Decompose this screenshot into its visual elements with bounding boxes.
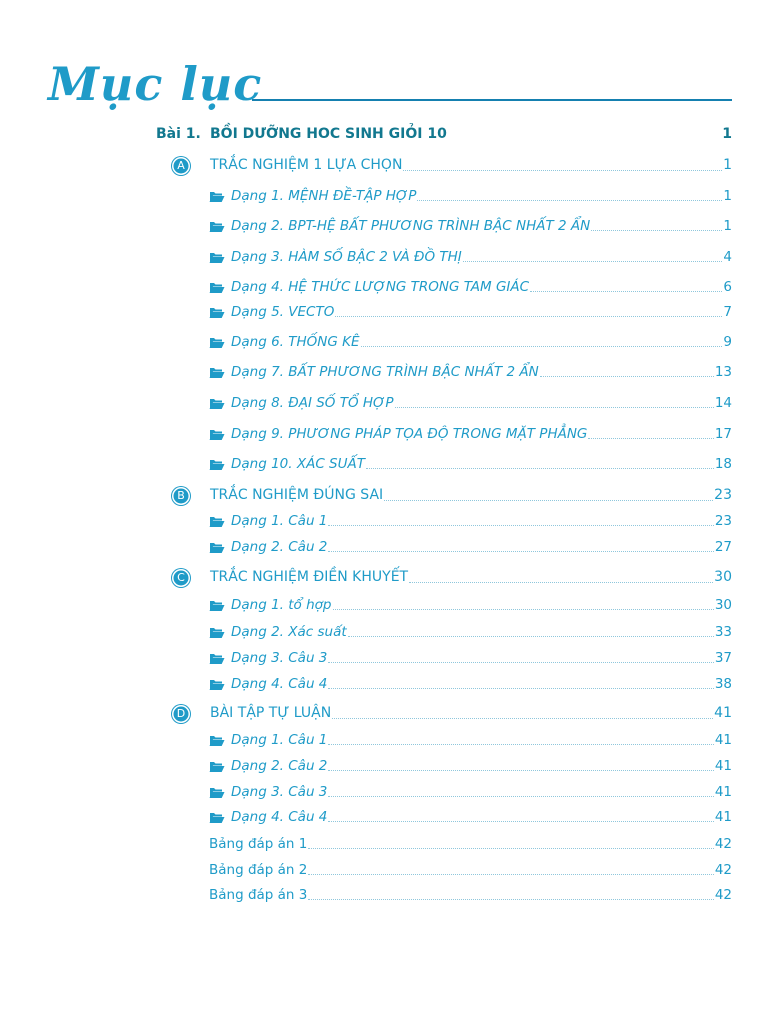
dot-leader bbox=[540, 376, 714, 377]
toc-item[interactable] bbox=[209, 249, 732, 265]
item-page: 1 bbox=[723, 218, 732, 234]
item-label: Dạng 1. Câu 1 bbox=[231, 513, 328, 529]
item-page: 30 bbox=[714, 597, 732, 613]
toc-answer-table[interactable] bbox=[209, 862, 732, 878]
lesson-number: Bài 1. bbox=[156, 126, 201, 142]
dot-leader bbox=[308, 874, 713, 875]
toc-section-a[interactable] bbox=[172, 157, 732, 175]
item-label: Dạng 9. PHƯƠNG PHÁP TỌA ĐỘ TRONG MẶT PHẲNG bbox=[231, 426, 588, 442]
dot-leader bbox=[328, 662, 713, 663]
section-page: 1 bbox=[723, 157, 732, 173]
item-label: Dạng 1. tổ hợp bbox=[231, 597, 332, 613]
section-badge-icon: C bbox=[172, 569, 190, 587]
item-label: Dạng 3. HÀM SỐ BẬC 2 VÀ ĐỒ THỊ bbox=[231, 249, 462, 265]
folder-open-icon bbox=[209, 626, 225, 638]
toc-section-d[interactable] bbox=[172, 705, 732, 723]
section-page: 30 bbox=[714, 569, 732, 585]
item-page: 18 bbox=[714, 456, 732, 472]
item-page: 41 bbox=[714, 758, 732, 774]
item-label: Dạng 2. Xác suất bbox=[231, 624, 347, 640]
answer-table-page: 42 bbox=[714, 862, 732, 878]
dot-leader bbox=[403, 170, 722, 171]
folder-open-icon bbox=[209, 678, 225, 690]
toc-answer-table[interactable] bbox=[209, 887, 732, 903]
folder-open-icon bbox=[209, 281, 225, 293]
folder-open-icon bbox=[209, 366, 225, 378]
lesson-title: BỒI DƯỠNG HOC SINH GIỎI 10 bbox=[210, 126, 447, 142]
section-title: TRẮC NGHIỆM 1 LỰA CHỌN bbox=[210, 157, 403, 173]
item-label: Dạng 3. Câu 3 bbox=[231, 650, 328, 666]
section-page: 41 bbox=[714, 705, 732, 721]
folder-open-icon bbox=[209, 220, 225, 232]
folder-open-icon bbox=[209, 811, 225, 823]
item-page: 37 bbox=[714, 650, 732, 666]
item-label: Dạng 2. Câu 2 bbox=[231, 758, 328, 774]
item-label: Dạng 4. HỆ THỨC LƯỢNG TRONG TAM GIÁC bbox=[231, 279, 530, 295]
item-label: Dạng 1. MỆNH ĐỀ-TẬP HỢP bbox=[231, 188, 417, 204]
section-page: 23 bbox=[714, 487, 732, 503]
toc-item[interactable] bbox=[209, 364, 732, 380]
page-title: Mục lục bbox=[48, 57, 263, 111]
dot-leader bbox=[361, 346, 723, 347]
dot-leader bbox=[417, 200, 722, 201]
item-page: 41 bbox=[714, 809, 732, 825]
dot-leader bbox=[366, 468, 714, 469]
section-badge-icon: B bbox=[172, 487, 190, 505]
toc-item[interactable] bbox=[209, 676, 732, 692]
toc-section-b[interactable] bbox=[172, 487, 732, 505]
toc-item[interactable] bbox=[209, 539, 732, 555]
answer-table-label: Bảng đáp án 3 bbox=[209, 887, 308, 903]
dot-leader bbox=[409, 582, 713, 583]
item-page: 41 bbox=[714, 784, 732, 800]
section-title: TRẮC NGHIỆM ĐIỀN KHUYẾT bbox=[210, 569, 409, 585]
dot-leader bbox=[328, 770, 713, 771]
toc-item[interactable] bbox=[209, 279, 732, 295]
item-page: 9 bbox=[723, 334, 732, 350]
section-badge-icon: A bbox=[172, 157, 190, 175]
folder-open-icon bbox=[209, 760, 225, 772]
toc-item[interactable] bbox=[209, 334, 732, 350]
item-label: Dạng 6. THỐNG KÊ bbox=[231, 334, 360, 350]
folder-open-icon bbox=[209, 306, 225, 318]
dot-leader bbox=[333, 609, 714, 610]
folder-open-icon bbox=[209, 541, 225, 553]
dot-leader bbox=[308, 899, 713, 900]
dot-leader bbox=[328, 821, 713, 822]
dot-leader bbox=[308, 848, 713, 849]
dot-leader bbox=[332, 718, 713, 719]
item-label: Dạng 3. Câu 3 bbox=[231, 784, 328, 800]
dot-leader bbox=[530, 291, 722, 292]
folder-open-icon bbox=[209, 458, 225, 470]
item-page: 27 bbox=[714, 539, 732, 555]
item-label: Dạng 10. XÁC SUẤT bbox=[231, 456, 365, 472]
toc-item[interactable] bbox=[209, 732, 732, 748]
answer-table-label: Bảng đáp án 1 bbox=[209, 836, 308, 852]
item-page: 1 bbox=[723, 188, 732, 204]
item-label: Dạng 4. Câu 4 bbox=[231, 809, 328, 825]
item-page: 41 bbox=[714, 732, 732, 748]
toc-lesson-1[interactable] bbox=[156, 126, 732, 142]
answer-table-page: 42 bbox=[714, 836, 732, 852]
item-page: 14 bbox=[714, 395, 732, 411]
title-block bbox=[48, 56, 732, 112]
section-title: BÀI TẬP TỰ LUẬN bbox=[210, 705, 332, 721]
toc-item[interactable] bbox=[209, 758, 732, 774]
dot-leader bbox=[348, 636, 714, 637]
toc-item[interactable] bbox=[209, 650, 732, 666]
section-badge-icon: D bbox=[172, 705, 190, 723]
folder-open-icon bbox=[209, 515, 225, 527]
toc-answer-table[interactable] bbox=[209, 836, 732, 852]
dot-leader bbox=[335, 316, 722, 317]
toc-item[interactable] bbox=[209, 809, 732, 825]
dot-leader bbox=[328, 744, 713, 745]
item-label: Dạng 1. Câu 1 bbox=[231, 732, 328, 748]
toc-item[interactable] bbox=[209, 426, 732, 442]
folder-open-icon bbox=[209, 428, 225, 440]
item-page: 17 bbox=[714, 426, 732, 442]
lesson-page: 1 bbox=[722, 126, 732, 142]
toc-item[interactable] bbox=[209, 188, 732, 204]
item-label: Dạng 2. BPT-HỆ BẤT PHƯƠNG TRÌNH BẬC NHẤT 2 ẨN bbox=[231, 218, 591, 234]
folder-open-icon bbox=[209, 336, 225, 348]
item-page: 4 bbox=[723, 249, 732, 265]
toc-item[interactable] bbox=[209, 304, 732, 320]
item-page: 13 bbox=[714, 364, 732, 380]
item-page: 6 bbox=[723, 279, 732, 295]
dot-leader bbox=[591, 230, 722, 231]
item-page: 7 bbox=[723, 304, 732, 320]
item-label: Dạng 2. Câu 2 bbox=[231, 539, 328, 555]
item-page: 38 bbox=[714, 676, 732, 692]
toc-item[interactable] bbox=[209, 597, 732, 613]
dot-leader bbox=[384, 500, 713, 501]
toc-item[interactable] bbox=[209, 395, 732, 411]
toc-item[interactable] bbox=[209, 624, 732, 640]
dot-leader bbox=[328, 551, 713, 552]
folder-open-icon bbox=[209, 786, 225, 798]
answer-table-label: Bảng đáp án 2 bbox=[209, 862, 308, 878]
toc-item[interactable] bbox=[209, 784, 732, 800]
folder-open-icon bbox=[209, 190, 225, 202]
dot-leader bbox=[328, 688, 713, 689]
section-title: TRẮC NGHIỆM ĐÚNG SAI bbox=[210, 487, 384, 503]
folder-open-icon bbox=[209, 599, 225, 611]
folder-open-icon bbox=[209, 734, 225, 746]
dot-leader bbox=[395, 407, 714, 408]
item-label: Dạng 8. ĐẠI SỐ TỔ HỢP bbox=[231, 395, 394, 411]
item-label: Dạng 4. Câu 4 bbox=[231, 676, 328, 692]
dot-leader bbox=[463, 261, 723, 262]
toc-section-c[interactable] bbox=[172, 569, 732, 587]
folder-open-icon bbox=[209, 251, 225, 263]
dot-leader bbox=[328, 796, 713, 797]
folder-open-icon bbox=[209, 397, 225, 409]
title-rule bbox=[252, 99, 732, 101]
toc-item[interactable] bbox=[209, 218, 732, 234]
item-label: Dạng 7. BẤT PHƯƠNG TRÌNH BẬC NHẤT 2 ẨN bbox=[231, 364, 539, 380]
item-page: 33 bbox=[714, 624, 732, 640]
folder-open-icon bbox=[209, 652, 225, 664]
toc-item[interactable] bbox=[209, 456, 732, 472]
toc-item[interactable] bbox=[209, 513, 732, 529]
answer-table-page: 42 bbox=[714, 887, 732, 903]
dot-leader bbox=[328, 525, 713, 526]
dot-leader bbox=[588, 438, 713, 439]
item-label: Dạng 5. VECTO bbox=[231, 304, 335, 320]
item-page: 23 bbox=[714, 513, 732, 529]
